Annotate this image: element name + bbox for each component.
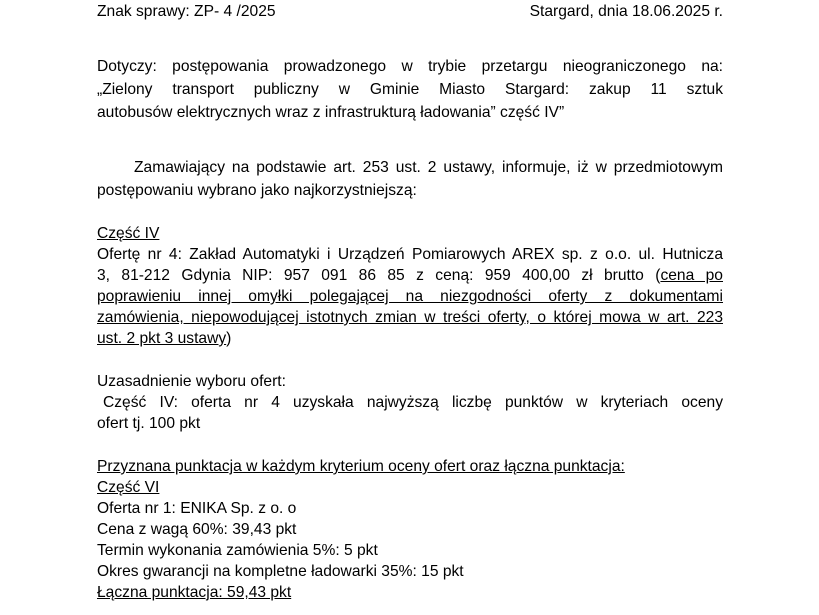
selection-line-5 — [97, 329, 723, 349]
justification-heading: Uzasadnienie wyboru ofert: — [97, 373, 286, 390]
intro-line-2: postępowaniu wybrano jako najkorzystniejszą: — [97, 182, 417, 199]
selection-line-3: poprawieniu innej omyłki polegającej na niezgodności oferty z dokumentami — [97, 288, 723, 305]
subject-line-2: „Zielony transport publiczny w Gminie Miasto Stargard: zakup 11 sztuk — [97, 81, 723, 98]
scoring-total: Łączna punktacja: 59,43 pkt — [97, 584, 292, 601]
justification-line-2: ofert tj. 100 pkt — [97, 415, 201, 432]
selection-line-2 — [97, 266, 723, 286]
scoring-heading: Przyznana punktacja w każdym kryterium oceny ofert oraz łączna punktacja: — [97, 458, 625, 475]
place-date: Stargard, dnia 18.06.2025 r. — [529, 3, 723, 20]
selection-line-4: zamówienia, niepowodującej istotnych zmian w treści oferty, o której mowa w art. 223 — [97, 309, 723, 326]
selection-line-2-text: 3, 81-212 Gdynia NIP: 957 091 86 85 z ceną: 959 400,00 zł brutto ( — [97, 267, 661, 284]
selection-line-2-underlined: cena po — [660, 267, 723, 284]
selection-part-heading: Część IV — [97, 225, 160, 242]
scoring-deadline: Termin wykonania zamówienia 5%: 5 pkt — [97, 542, 378, 559]
selection-line-1: Ofertę nr 4: Zakład Automatyki i Urządzeń Pomiarowych AREX sp. z o.o. ul. Hutnicza — [97, 246, 723, 263]
scoring-price: Cena z wagą 60%: 39,43 pkt — [97, 521, 297, 538]
scoring-offer: Oferta nr 1: ENIKA Sp. z o. o — [97, 500, 297, 517]
case-number: Znak sprawy: ZP- 4 /2025 — [97, 3, 276, 20]
selection-line-5-underlined: ust. 2 pkt 3 ustawy — [97, 330, 227, 347]
subject-line-1: Dotyczy: postępowania prowadzonego w trybie przetargu nieograniczonego na: — [97, 58, 723, 75]
intro-line-1: Zamawiający na podstawie art. 253 ust. 2 ustawy, informuje, iż w przedmiotowym — [134, 159, 723, 176]
justification-line-1: Część IV: oferta nr 4 uzyskała najwyższą liczbę punktów w kryteriach oceny — [103, 394, 723, 411]
scoring-warranty: Okres gwarancji na kompletne ładowarki 35%: 15 pkt — [97, 563, 464, 580]
selection-line-5-text: ) — [226, 330, 232, 347]
scoring-part-heading: Część VI — [97, 479, 160, 496]
subject-line-3: autobusów elektrycznych wraz z infrastrukturą ładowania” część IV” — [97, 104, 565, 121]
